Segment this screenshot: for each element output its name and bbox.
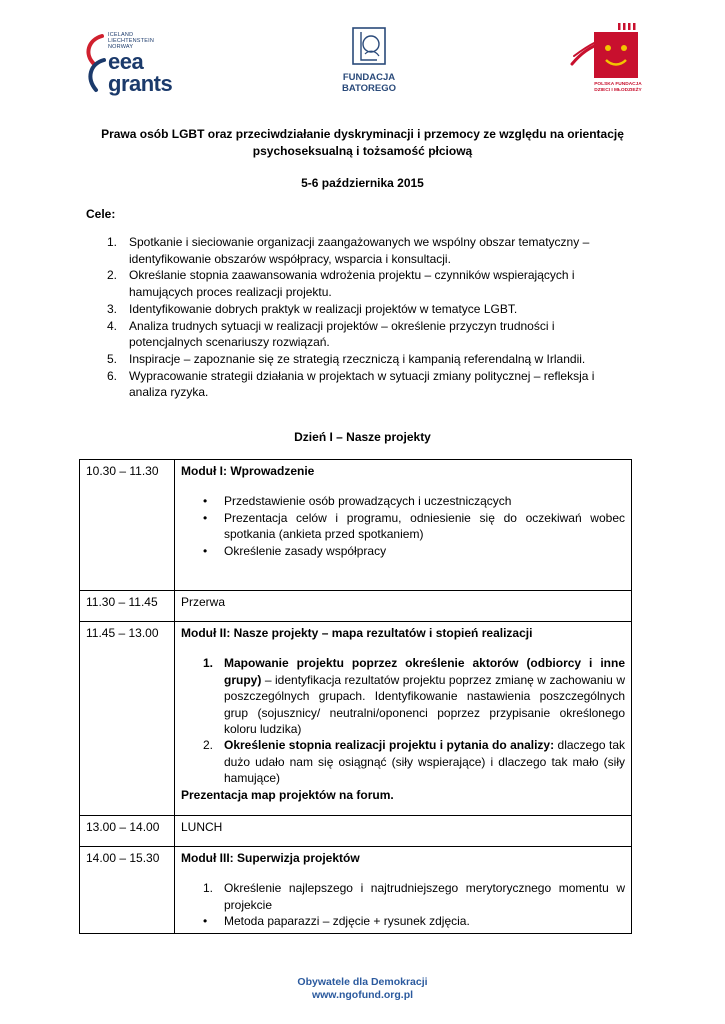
content-cell: Przerwa: [175, 591, 632, 622]
grants-word: grants: [108, 71, 173, 96]
item-text: Określenie najlepszego i najtrudniejszego merytorycznego momentu w projekcie: [224, 881, 625, 912]
goal-text-line: identyfikowanie obszarów współpracy, wsparcia i konsultacji.: [129, 251, 451, 266]
schedule-row: [80, 816, 632, 847]
module-title: Moduł III: Superwizja projektów: [181, 851, 360, 865]
goal-text-line: Określanie stopnia zaawansowania wdrożenia projektu – czynników wspierających i: [129, 268, 575, 283]
goal-text-line: Wypracowanie strategii działania w projektach w sytuacji zmiany politycznej – refleksja i: [129, 368, 595, 383]
goal-text-line: Analiza trudnych sytuacji w realizacji projektów – określenie przyczyn trudności i: [129, 318, 555, 333]
bullet-item: • Prezentacja celów i programu, odniesienie się do oczekiwań wobec spotkania (ankieta przed spotkaniem): [181, 510, 625, 543]
eea-country-norway: NORWAY: [108, 44, 134, 50]
goal-item: [86, 318, 626, 351]
goal-number: 3.: [107, 301, 118, 316]
title-line-2: psychoseksualną i tożsamość płciową: [252, 144, 473, 158]
page-footer: [0, 976, 725, 1002]
content-cell: LUNCH: [175, 816, 632, 847]
numbered-list: [181, 880, 625, 913]
goal-number: 4.: [107, 318, 118, 333]
eea-country-iceland: ICELAND: [108, 32, 134, 38]
goal-text-line: Inspiracje – zapoznanie się ze strategią rzeczniczą i kampanią referendalną w Irlandii.: [129, 351, 586, 366]
content-cell: [175, 622, 632, 816]
footer-website-link[interactable]: www.ngofund.org.pl: [311, 989, 414, 1001]
item-text: – identyfikacja rezultatów projektu poprzez zmianę w zachowaniu w poszczególnych grupach. Identyfikowanie nastawienia poszczególnych grup (sojusznicy/ neutralni/oponenci poprzez przypisanie określonego koloru ludzika): [224, 672, 625, 737]
item-text: dlaczego tak dużo udało nam się osiągnąć (siły wspierające) i dlaczego tak mało (siły hamujące): [224, 738, 625, 786]
batory-emblem-icon: [351, 26, 387, 68]
eea-swirl-icon: [82, 30, 108, 100]
document-title: [86, 126, 639, 160]
goal-number: 1.: [107, 235, 118, 249]
day-heading: Dzień I – Nasze projekty: [294, 430, 431, 444]
numbered-list: [181, 655, 625, 786]
eea-grants-logo: [82, 30, 182, 100]
schedule-row: [80, 622, 632, 816]
numbered-item: [181, 655, 625, 737]
eea-country-liechtenstein: LIECHTENSTEIN: [108, 38, 154, 44]
goal-item: [86, 267, 626, 300]
title-line-1: Prawa osób LGBT oraz przeciwdziałanie dyskryminacji i przemocy ze względu na orientację: [101, 127, 624, 141]
page-header: [0, 22, 725, 102]
pfdim-emblem-icon: [568, 22, 644, 82]
goal-text-line: Spotkanie i sieciowanie organizacji zaangażowanych we wspólny obszar tematyczny –: [129, 235, 590, 249]
item-number: 1.: [203, 881, 214, 896]
bullet-list: [181, 913, 625, 929]
batory-line-2: BATOREGO: [341, 83, 396, 94]
bullet-item: • Metoda paparazzi – zdjęcie + rysunek zdjęcia.: [181, 913, 625, 929]
numbered-item: [181, 737, 625, 786]
batory-line-1: FUNDACJA: [342, 72, 396, 83]
content-cell: [175, 847, 632, 934]
goal-number: 6.: [107, 368, 118, 383]
fundacja-batorego-logo: [336, 26, 402, 102]
item-number: 1.: [203, 656, 214, 671]
goals-heading: Cele:: [86, 207, 116, 221]
module-title: Moduł II: Nasze projekty – mapa rezultatów i stopień realizacji: [181, 626, 533, 640]
time-cell: 14.00 – 15.30: [80, 847, 175, 934]
event-date: 5-6 października 2015: [301, 176, 424, 190]
schedule-table: [79, 459, 632, 934]
time-cell: 11.45 – 13.00: [80, 622, 175, 816]
item-bold-text: Określenie stopnia realizacji projektu i pytania do analizy:: [224, 738, 555, 753]
goal-item: [86, 368, 626, 401]
schedule-row: [80, 460, 632, 591]
content-cell: [175, 460, 632, 591]
footer-program-name: Obywatele dla Demokracji: [297, 976, 428, 988]
bullet-list: [181, 493, 625, 559]
time-cell: 11.30 – 11.45: [80, 591, 175, 622]
schedule-row: [80, 847, 632, 934]
goal-item: [86, 301, 626, 318]
pfdim-logo: [568, 22, 644, 102]
numbered-item: [181, 880, 625, 913]
bullet-item: • Określenie zasady współpracy: [181, 543, 625, 559]
item-bold-text: Mapowanie projektu poprzez określenie aktorów (odbiorcy i inne grupy): [224, 656, 625, 687]
goal-item: [86, 234, 626, 267]
time-cell: 10.30 – 11.30: [80, 460, 175, 591]
goal-text-line: analiza ryzyka.: [129, 385, 209, 400]
goal-number: 5.: [107, 351, 118, 366]
time-cell: 13.00 – 14.00: [80, 816, 175, 847]
module-title: Moduł I: Wprowadzenie: [181, 464, 315, 478]
goal-text-line: potencjalnych scenariuszy rozwiązań.: [129, 335, 330, 350]
goals-list: [86, 234, 626, 401]
item-number: 2.: [203, 738, 214, 753]
schedule-row: [80, 591, 632, 622]
pfdim-caption-1: POLSKA FUNDACJA: [594, 82, 642, 87]
eea-word: eea: [108, 49, 144, 74]
eea-country-list: [108, 32, 154, 50]
goal-text-line: hamujących proces realizacji projektu.: [129, 285, 332, 300]
bullet-item: • Przedstawienie osób prowadzących i uczestniczących: [181, 493, 625, 509]
goal-number: 2.: [107, 268, 118, 283]
goal-text-line: Identyfikowanie dobrych praktyk w realizacji projektów w tematyce LGBT.: [129, 301, 518, 316]
pfdim-caption-2: DZIECI I MŁODZIEŻY: [594, 88, 642, 93]
goal-item: [86, 351, 626, 368]
closing-note: Prezentacja map projektów na forum.: [181, 787, 394, 802]
